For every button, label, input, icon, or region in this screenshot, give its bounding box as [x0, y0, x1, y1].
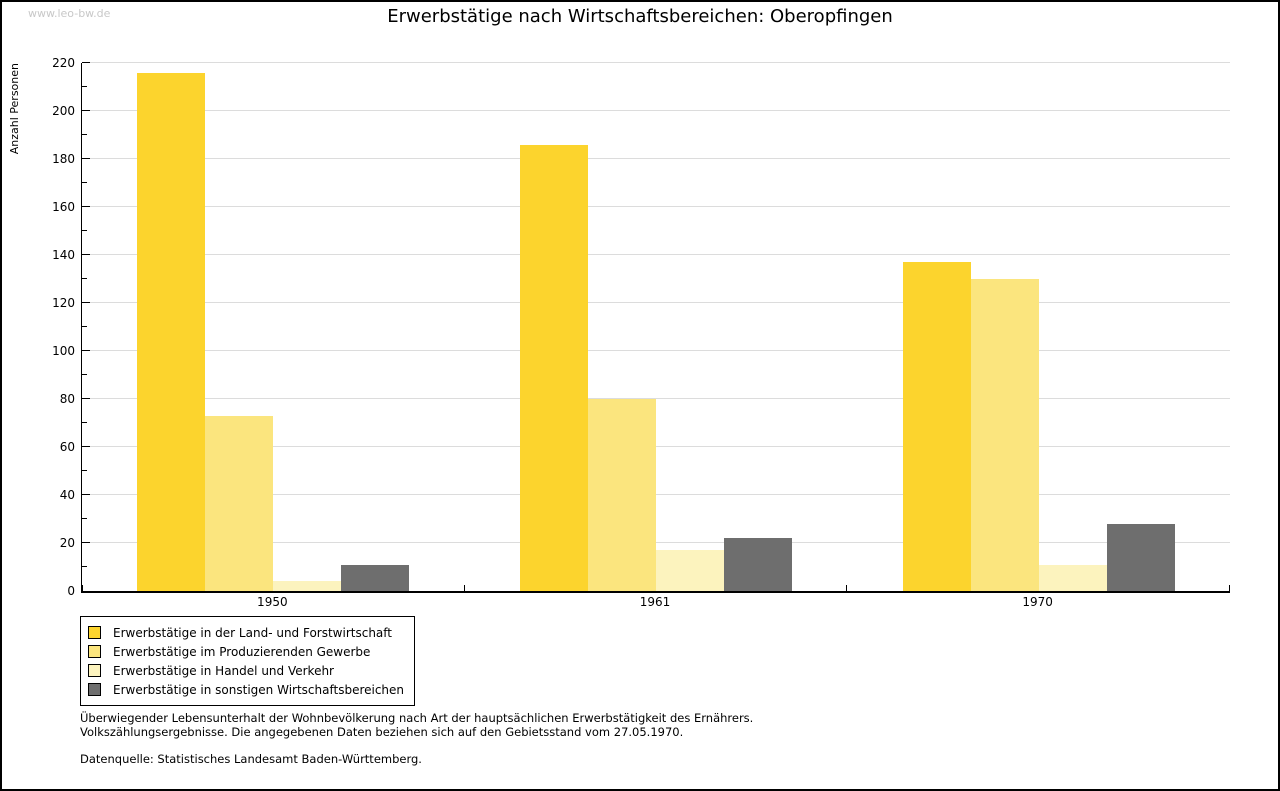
- y-tick-label: 60: [59, 440, 75, 454]
- legend-item: [88, 661, 404, 680]
- y-tick-label: 200: [52, 104, 75, 118]
- y-major-tick: [82, 494, 90, 495]
- legend-item-label: Erwerbstätige in sonstigen Wirtschaftsbereichen: [113, 682, 405, 697]
- bar-series1-1970: [903, 262, 971, 591]
- y-minor-tick: [82, 230, 87, 231]
- bar-series3-1961: [656, 550, 724, 591]
- legend-swatch: [88, 683, 101, 696]
- bar-series2-1970: [971, 279, 1039, 591]
- y-major-tick: [82, 398, 90, 399]
- y-minor-tick: [82, 518, 87, 519]
- legend: [80, 616, 415, 706]
- bar-series4-1961: [724, 538, 792, 591]
- y-minor-tick: [82, 86, 87, 87]
- y-tick-label: 160: [52, 200, 75, 214]
- y-major-tick: [82, 254, 90, 255]
- y-major-tick: [82, 62, 90, 63]
- y-axis-label: Anzahl Personen: [8, 63, 21, 155]
- gridline: [82, 302, 1230, 303]
- gridline: [82, 158, 1230, 159]
- watermark: www.leo-bw.de: [28, 7, 111, 20]
- y-tick-label: 180: [52, 152, 75, 166]
- x-tick-label: 1950: [257, 595, 288, 609]
- chart-title: Erwerbstätige nach Wirtschaftsbereichen: Oberopfingen: [387, 6, 893, 27]
- legend-item-label: Erwerbstätige in Handel und Verkehr: [113, 663, 334, 678]
- gridline: [82, 206, 1230, 207]
- footnotes: [80, 712, 753, 767]
- x-axis-tick-labels: [81, 595, 1229, 611]
- gridline: [82, 350, 1230, 351]
- bar-series4-1950: [341, 565, 409, 591]
- bar-series4-1970: [1107, 524, 1175, 591]
- x-tick-label: 1961: [639, 595, 671, 609]
- y-major-tick: [82, 110, 90, 111]
- y-tick-label: 40: [59, 488, 75, 502]
- y-tick-label: 100: [52, 344, 75, 358]
- bar-series2-1950: [205, 416, 273, 591]
- y-minor-tick: [82, 278, 87, 279]
- bar-series3-1950: [273, 581, 341, 591]
- y-minor-tick: [82, 374, 87, 375]
- x-boundary-tick: [846, 585, 847, 591]
- bar-series2-1961: [588, 399, 656, 591]
- gridline: [82, 254, 1230, 255]
- y-tick-label: 220: [52, 56, 75, 70]
- legend-item: [88, 680, 404, 699]
- y-tick-label: 20: [59, 536, 75, 550]
- y-major-tick: [82, 158, 90, 159]
- y-minor-tick: [82, 134, 87, 135]
- x-boundary-tick: [464, 585, 465, 591]
- footnote-line: Volkszählungsergebnisse. Die angegebenen Daten beziehen sich auf den Gebietsstand vom 27.05.1970.: [80, 724, 684, 739]
- gridline: [82, 110, 1230, 111]
- y-major-tick: [82, 446, 90, 447]
- y-minor-tick: [82, 566, 87, 567]
- data-source: Datenquelle: Statistisches Landesamt Baden-Württemberg.: [80, 752, 422, 766]
- y-major-tick: [82, 206, 90, 207]
- y-minor-tick: [82, 470, 87, 471]
- bar-series3-1970: [1039, 565, 1107, 591]
- y-tick-label: 80: [59, 392, 75, 406]
- legend-item: [88, 642, 404, 661]
- y-tick-label: 140: [52, 248, 75, 262]
- y-minor-tick: [82, 182, 87, 183]
- x-tick-label: 1970: [1022, 595, 1053, 609]
- gridline: [82, 62, 1230, 63]
- y-major-tick: [82, 350, 90, 351]
- gridline: [82, 398, 1230, 399]
- bar-series1-1961: [520, 145, 588, 591]
- legend-swatch: [88, 645, 101, 658]
- legend-swatch: [88, 626, 101, 639]
- y-tick-label: 120: [52, 296, 75, 310]
- legend-item-label: Erwerbstätige in der Land- und Forstwirtschaft: [113, 625, 392, 640]
- y-tick-label: 0: [67, 584, 75, 598]
- y-minor-tick: [82, 422, 87, 423]
- plot-area: [81, 63, 1230, 593]
- footnote-line: Überwiegender Lebensunterhalt der Wohnbevölkerung nach Art der hauptsächlichen Erwerbstätigkeit des Ernährers.: [80, 711, 754, 725]
- legend-swatch: [88, 664, 101, 677]
- y-major-tick: [82, 542, 90, 543]
- x-boundary-tick: [82, 585, 83, 591]
- y-axis-tick-labels: [2, 56, 75, 598]
- y-major-tick: [82, 302, 90, 303]
- x-boundary-tick: [1229, 585, 1230, 591]
- legend-item-label: Erwerbstätige im Produzierenden Gewerbe: [113, 644, 371, 659]
- y-minor-tick: [82, 326, 87, 327]
- legend-item: [88, 623, 404, 642]
- bar-series1-1950: [137, 73, 205, 591]
